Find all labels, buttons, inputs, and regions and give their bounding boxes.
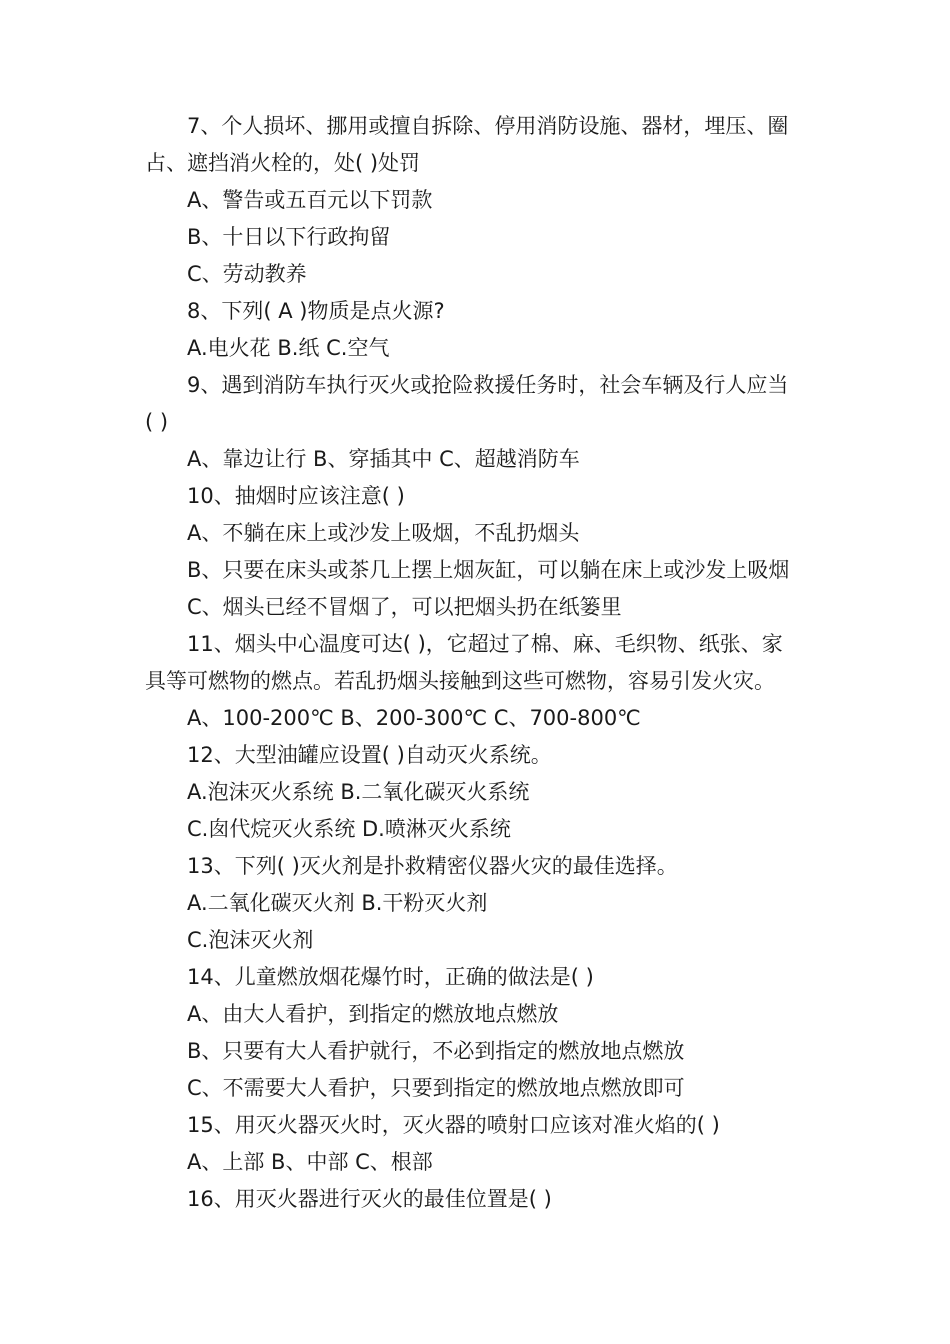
text-line: A、由大人看护，到指定的燃放地点燃放	[187, 1002, 559, 1026]
text-line: 15、用灭火器灭火时，灭火器的喷射口应该对准火焰的( )	[187, 1113, 720, 1137]
text-line: ( )	[145, 410, 169, 434]
document-body	[145, 108, 810, 1218]
text-line: 8、下列( A )物质是点火源?	[187, 299, 445, 323]
text-line: A、靠边让行 B、穿插其中 C、超越消防车	[187, 447, 580, 471]
text-line: C.泡沫灭火剂	[187, 928, 314, 952]
text-line: C、烟头已经不冒烟了，可以把烟头扔在纸篓里	[187, 595, 622, 619]
text-line: 13、下列( )灭火剂是扑救精密仪器火灾的最佳选择。	[187, 854, 678, 878]
text-line: A、上部 B、中部 C、根部	[187, 1150, 433, 1174]
text-line: A、100-200℃ B、200-300℃ C、700-800℃	[187, 706, 641, 730]
text-line: B、只要在床头或茶几上摆上烟灰缸，可以躺在床上或沙发上吸烟	[187, 558, 790, 582]
text-line: A.电火花 B.纸 C.空气	[187, 336, 390, 360]
text-line: 12、大型油罐应设置( )自动灭火系统。	[187, 743, 552, 767]
text-line: 16、用灭火器进行灭火的最佳位置是( )	[187, 1187, 552, 1211]
text-line: B、只要有大人看护就行，不必到指定的燃放地点燃放	[187, 1039, 685, 1063]
text-line: 具等可燃物的燃点。若乱扔烟头接触到这些可燃物，容易引发火灾。	[145, 669, 775, 693]
text-line: A、不躺在床上或沙发上吸烟，不乱扔烟头	[187, 521, 580, 545]
text-line: C.囱代烷灭火系统 D.喷淋灭火系统	[187, 817, 511, 841]
text-line: C、不需要大人看护，只要到指定的燃放地点燃放即可	[187, 1076, 685, 1100]
text-line: 11、烟头中心温度可达( )，它超过了棉、麻、毛织物、纸张、家	[187, 632, 783, 656]
text-line: B、十日以下行政拘留	[187, 225, 391, 249]
text-line: 9、遇到消防车执行灭火或抢险救援任务时，社会车辆及行人应当	[187, 373, 789, 397]
text-line: C、劳动教养	[187, 262, 307, 286]
text-line: 7、个人损坏、挪用或擅自拆除、停用消防设施、器材，埋压、圈	[187, 114, 789, 138]
text-line: A.泡沫灭火系统 B.二氧化碳灭火系统	[187, 780, 530, 804]
text-line: 10、抽烟时应该注意( )	[187, 484, 405, 508]
text-line: 占、遮挡消火栓的，处( )处罚	[145, 151, 421, 175]
text-line: A、警告或五百元以下罚款	[187, 188, 433, 212]
text-line: 14、儿童燃放烟花爆竹时，正确的做法是( )	[187, 965, 594, 989]
text-line: A.二氧化碳灭火剂 B.干粉灭火剂	[187, 891, 488, 915]
